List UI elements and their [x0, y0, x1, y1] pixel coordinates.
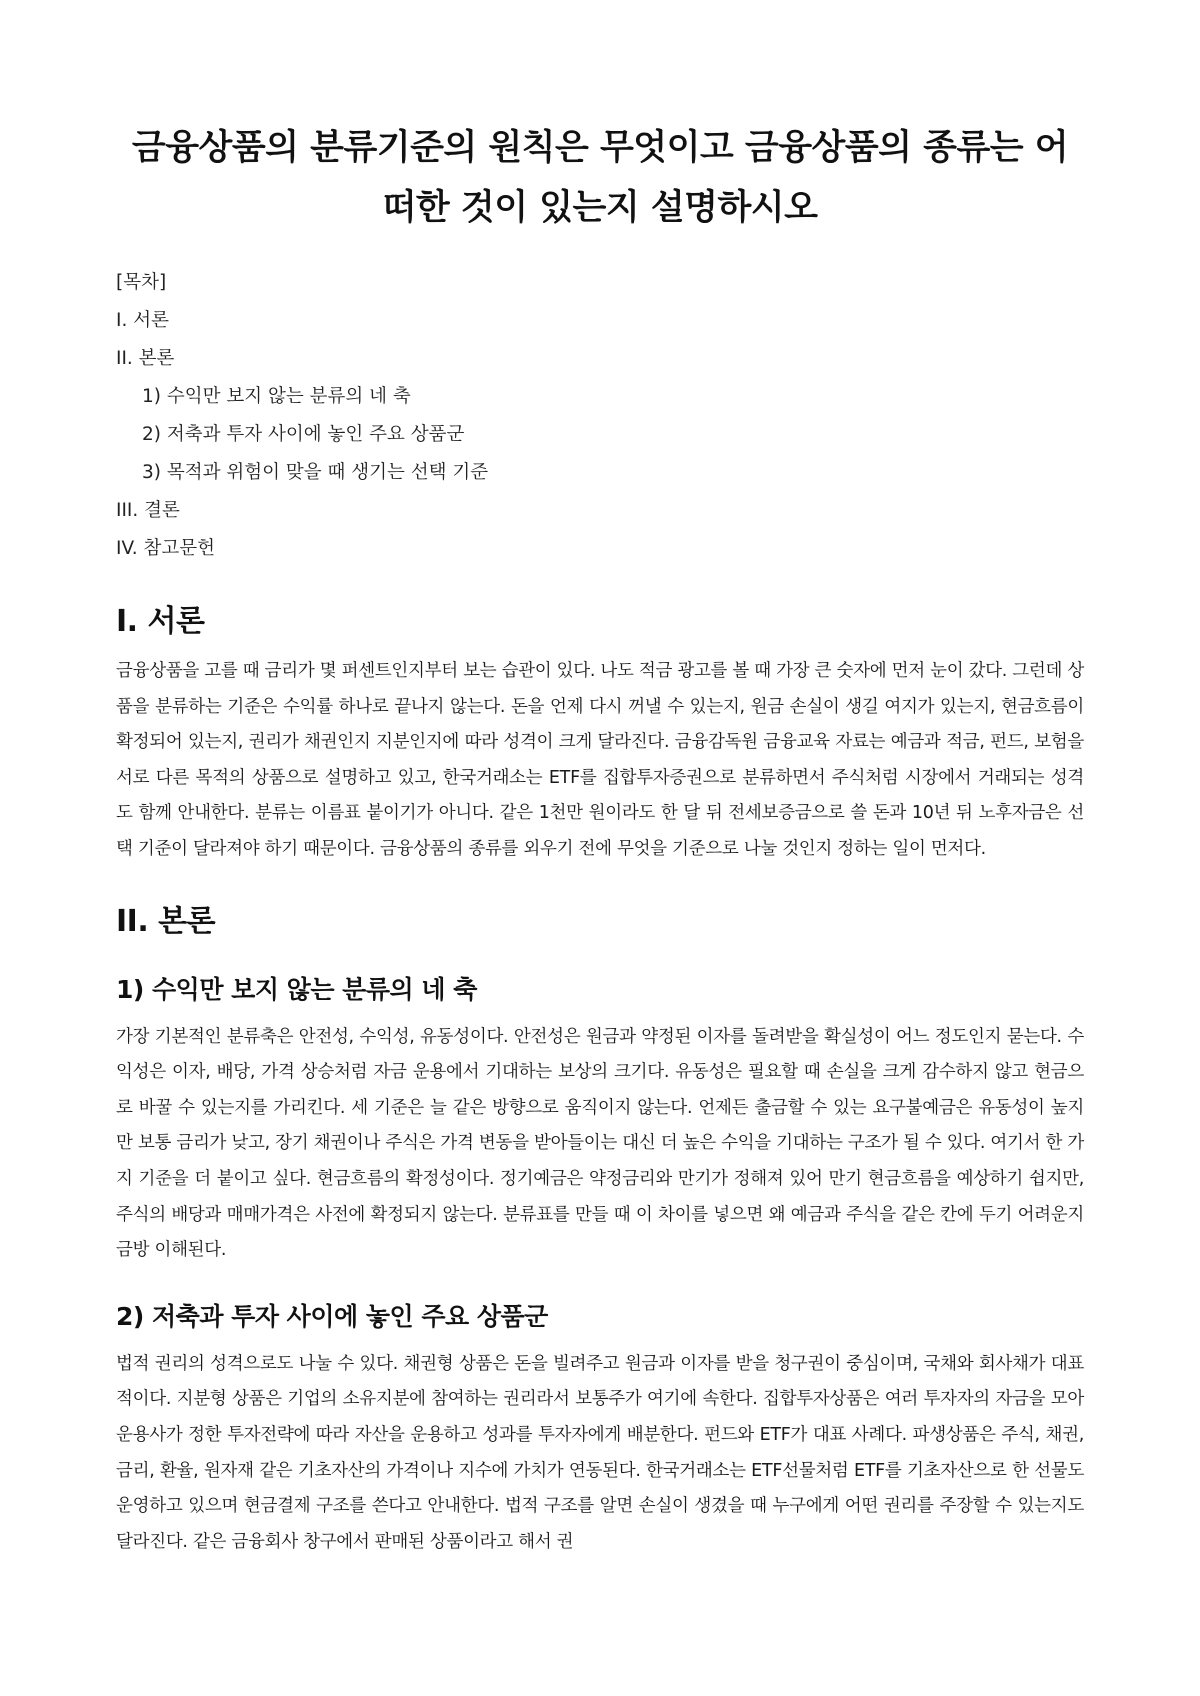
subsection-heading-1: 1) 수익만 보지 않는 분류의 네 축 — [116, 974, 477, 1004]
section-heading-body: II. 본론 — [116, 903, 216, 939]
toc-item: I. 서론 — [116, 310, 169, 331]
toc-heading: [목차] — [116, 272, 167, 293]
document-title: 금융상품의 분류기준의 원칙은 무엇이고 금융상품의 종류는 어떠한 것이 있는지 설명하시오 — [131, 128, 1069, 228]
subsection-paragraph-2: 법적 권리의 성격으로도 나눌 수 있다. 채권형 상품은 돈을 빌려주고 원금과 이자를 받을 청구권이 중심이며, 국채와 회사채가 대표적이다. 지분형 상품은 기업의 소유지분에 참여하는 권리라서 보통주가 여기에 속한다. 집합투자상품은 여러 투자자의 자금을 모아 운용사가 정한 투자전략에 따라 자산을 운용하고 성과를 투자자에게 배분한다. 펀드와 ETF가 대표 사례다. 파생상품은 주식, 채권, 금리, 환율, 원자재 같은 기초자산의 가격이나 지수에 가치가 연동된다. 한국거래소는 ETF선물처럼 ETF를 기초자산으로 한 선물도 운영하고 있으며 현금결제 구조를 쓴다고 안내한다. 법적 구조를 알면 손실이 생겼을 때 누구에게 어떤 권리를 주장할 수 있는지도 달라진다. 같은 금융회사 창구에서 판매된 상품이라고 해서 권 — [116, 1353, 1084, 1552]
section-paragraph-intro: 금융상품을 고를 때 금리가 몇 퍼센트인지부터 보는 습관이 있다. 나도 적금 광고를 볼 때 가장 큰 숫자에 먼저 눈이 갔다. 그런데 상품을 분류하는 기준은 수익률 하나로 끝나지 않는다. 돈을 언제 다시 꺼낼 수 있는지, 원금 손실이 생길 여지가 있는지, 현금흐름이 확정되어 있는지, 권리가 채권인지 지분인지에 따라 성격이 크게 달라진다. 금융감독원 금융교육 자료는 예금과 적금, 펀드, 보험을 서로 다른 목적의 상품으로 설명하고 있고, 한국거래소는 ETF를 집합투자증권으로 분류하면서 주식처럼 시장에서 거래되는 성격도 함께 안내한다. 분류는 이름표 붙이기가 아니다. 같은 1천만 원이라도 한 달 뒤 전세보증금으로 쓸 돈과 10년 뒤 노후자금은 선택 기준이 달라져야 하기 때문이다. 금융상품의 종류를 외우기 전에 무엇을 기준으로 나눌 것인지 정하는 일이 먼저다. — [116, 661, 1084, 859]
toc-item: 1) 수익만 보지 않는 분류의 네 축 — [142, 386, 411, 407]
section-heading-intro: I. 서론 — [116, 604, 205, 639]
toc-item: 3) 목적과 위험이 맞을 때 생기는 선택 기준 — [142, 462, 489, 483]
subsection-paragraph-1: 가장 기본적인 분류축은 안전성, 수익성, 유동성이다. 안전성은 원금과 약정된 이자를 돌려받을 확실성이 어느 정도인지 묻는다. 수익성은 이자, 배당, 가격 상승처럼 자금 운용에서 기대하는 보상의 크기다. 유동성은 필요할 때 손실을 크게 감수하지 않고 현금으로 바꿀 수 있는지를 가리킨다. 세 기준은 늘 같은 방향으로 움직이지 않는다. 언제든 출금할 수 있는 요구불예금은 유동성이 높지만 보통 금리가 낮고, 장기 채권이나 주식은 가격 변동을 받아들이는 대신 더 높은 수익을 기대하는 구조가 될 수 있다. 여기서 한 가지 기준을 더 붙이고 싶다. 현금흐름의 확정성이다. 정기예금은 약정금리와 만기가 정해져 있어 만기 현금흐름을 예상하기 쉽지만, 주식의 배당과 매매가격은 사전에 확정되지 않는다. 분류표를 만들 때 이 차이를 넣으면 왜 예금과 주식을 같은 칸에 두기 어려운지 금방 이해된다. — [116, 1026, 1084, 1261]
toc-item: III. 결론 — [116, 500, 180, 521]
document-page — [116, 118, 1084, 1560]
toc-item: IV. 참고문헌 — [116, 538, 215, 559]
toc-item: II. 본론 — [116, 348, 175, 369]
subsection-heading-2: 2) 저축과 투자 사이에 놓인 주요 상품군 — [116, 1301, 548, 1331]
table-of-contents — [116, 264, 1084, 568]
toc-item: 2) 저축과 투자 사이에 놓인 주요 상품군 — [142, 424, 465, 445]
